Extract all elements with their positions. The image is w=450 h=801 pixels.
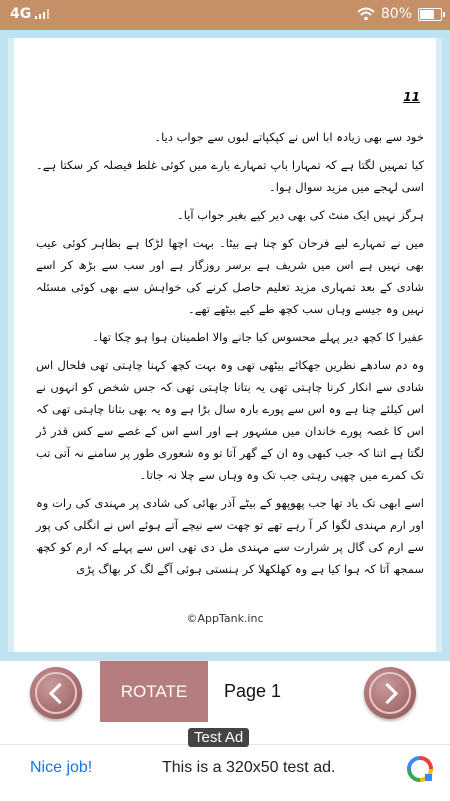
book-viewer[interactable] [0, 30, 450, 660]
previous-page-button[interactable] [30, 667, 82, 719]
page-paragraph: کیا تمہیں لگتا ہے کہ تمہارا باپ تمہارے بارے میں کوئی غلط فیصلہ کر سکتا ہے۔ اسی لہجے میں مزید سوال ہوا۔ [36, 158, 424, 194]
next-ring [369, 672, 411, 714]
page-text [36, 126, 424, 586]
test-ad-label: Test Ad [188, 728, 249, 747]
page-paragraph: خود سے بھی زیادہ ابا اس نے کپکپاتے لبوں سے جواب دیا۔ [154, 130, 424, 144]
battery-icon [418, 8, 442, 21]
page-indicator: Page 1 [224, 681, 282, 701]
status-right [357, 6, 442, 22]
battery-percent: 80% [380, 6, 412, 22]
chevron-right-icon [376, 682, 397, 703]
book-page[interactable] [8, 38, 442, 652]
signal-icon [35, 9, 49, 19]
ad-body-text: This is a 320x50 test ad. [162, 759, 336, 776]
network-type: 4G [10, 6, 32, 22]
page-paragraph: وہ دم سادھے نظریں جھکائے بیٹھی تھی وہ بہت کچھ کہنا چاہتی تھی فلحال اس شادی سے انکار کرنا چاہتی تھی یہ بتانا چاہتی تھی کہ جس شخص کو انہوں نے اس کیلئے چنا ہے وہ اس سے پورے بارہ سال بڑا ہے وہ یہ بھی بتانا چاہتی تھی کہ اس کا غصہ پورے خاندان میں مشہور ہے اور اسے اس کے غصے سے کس قدر ڈر لگتا ہے اتنا کہ جب کبھی وہ ان کے گھر آتا تو وہ شعوری طور پر سامنے نہ آتی تب تک کمرے میں چھپی رہتی جب تک وہ وہاں سے چلا نہ جاتا۔ [36, 358, 424, 482]
rotate-button[interactable]: ROTATE [100, 661, 208, 723]
wifi-icon [357, 7, 375, 21]
ad-area [0, 722, 450, 800]
status-bar [0, 0, 450, 30]
page-paragraph: اسے ابھی تک یاد تھا جب پھوپھو کے بیٹے آذر بھائی کی شادی پر مہندی کی رات وہ اور ارم مہندی لگوا کر آ رہے تھے تو چھت سے نیچے آتے ہوئے اس نے انگلی کی پور سے ارم کی گال پر شرارت سے مہندی مل دی تھی اس سے پہلے کہ ارم کو کچھ سمجھ آتا کہ ہوا کیا ہے وہ کھلکھلا کر ہنستی ہوئی آگے لگ کر بھاگ پڑی [36, 496, 424, 576]
page-number: 11 [403, 90, 420, 104]
previous-ring [35, 672, 77, 714]
page-paragraph: ہرگز نہیں ایک منٹ کی بھی دیر کیے بغیر جواب آیا۔ [176, 208, 424, 222]
watermark: ©AppTank.inc [186, 612, 264, 625]
ad-banner[interactable] [0, 744, 450, 801]
page-paragraph: میں نے تمہارے لیے فرحان کو چنا ہے بیٹا۔ بہت اچھا لڑکا ہے بظاہر کوئی عیب بھی نہیں ہے اس میں شریف ہے برسر روزگار ہے اور سب سے بڑھ کر اسے شادی کے بعد تمہاری مزید تعلیم حاصل کرنے کی خواہش سے بھی کوئی مسئلہ نہیں وہ جیسے وہاں سب کچھ طے کیے بیٹھے تھے۔ [36, 236, 424, 316]
network-indicator [10, 6, 49, 22]
reader-controls [0, 660, 450, 723]
ad-choices-logo-icon[interactable] [406, 755, 434, 783]
next-page-button[interactable] [364, 667, 416, 719]
page-paragraph: عفیرا کا کچھ دیر پہلے محسوس کیا جانے والا اطمینان ہوا ہو چکا تھا۔ [92, 330, 424, 344]
battery-fill [420, 10, 434, 19]
ad-nice-text: Nice job! [30, 759, 93, 776]
chevron-left-icon [48, 682, 69, 703]
